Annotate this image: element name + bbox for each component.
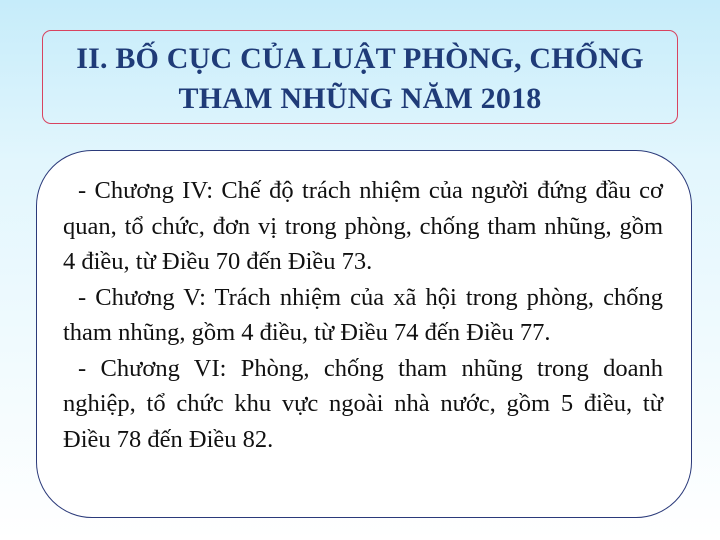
paragraph-chapter-6: - Chương VI: Phòng, chống tham nhũng trong doanh nghiệp, tổ chức khu vực ngoài nhà nước, gồm 5 điều, từ Điều 78 đến Điều 82. [63, 354, 663, 453]
slide-title-line-2: THAM NHŨNG NĂM 2018 [178, 82, 542, 115]
content-box [36, 150, 692, 518]
slide-title-line-1: II. BỐ CỤC CỦA LUẬT PHÒNG, CHỐNG [76, 42, 644, 75]
paragraph-chapter-4: - Chương IV: Chế độ trách nhiệm của người đứng đầu cơ quan, tổ chức, đơn vị trong phòng, chống tham nhũng, gồm 4 điều, từ Điều 70 đến Điều 73. [63, 177, 663, 275]
title-box [42, 30, 678, 124]
paragraph-chapter-5: - Chương V: Trách nhiệm của xã hội trong phòng, chống tham nhũng, gồm 4 điều, từ Điều 74 đến Điều 77. [63, 283, 663, 346]
